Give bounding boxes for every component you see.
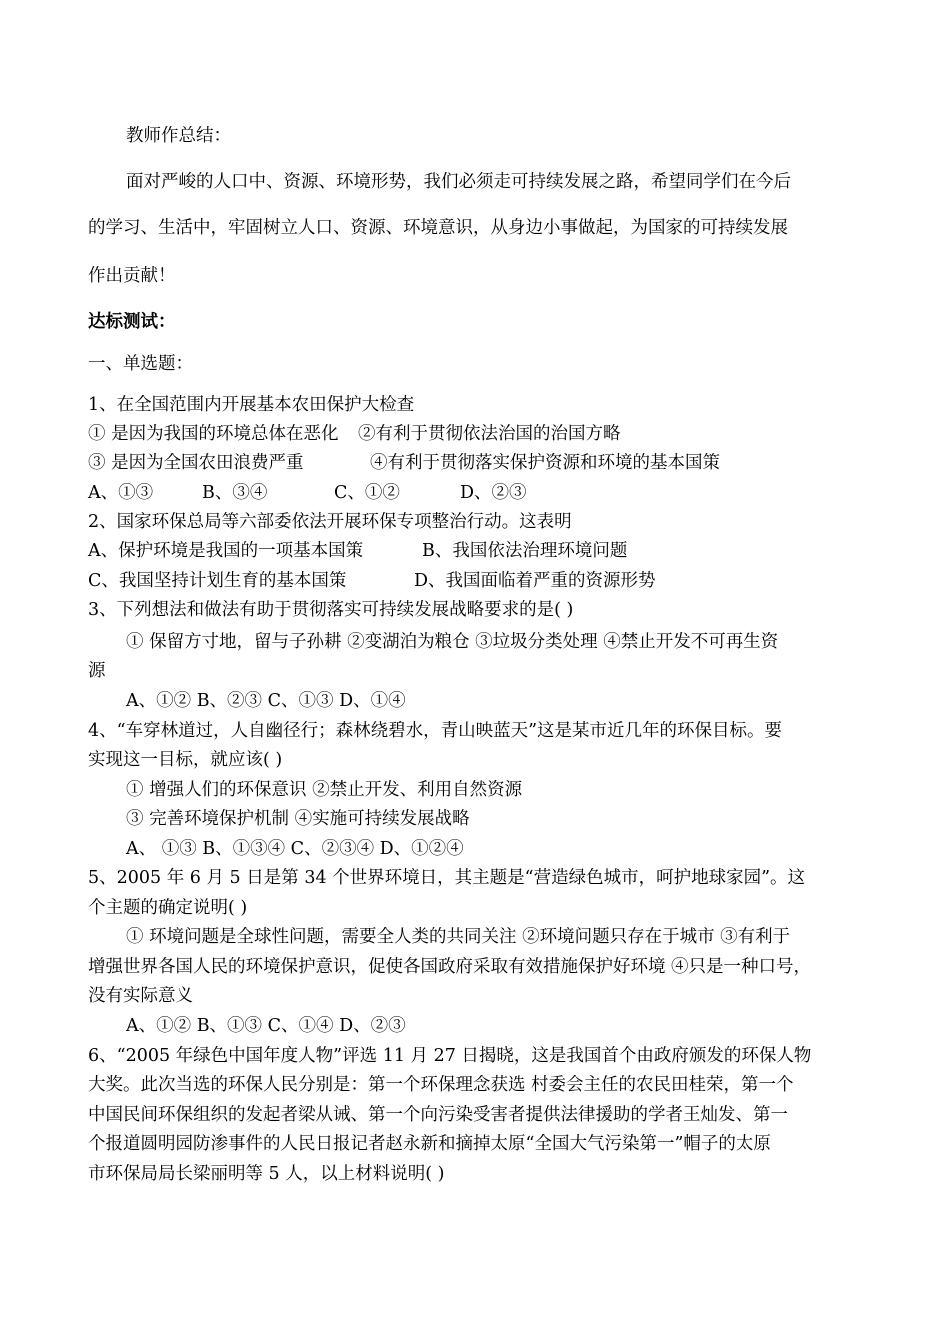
q4-items-line-2: ③ 完善环境保护机制 ④实施可持续发展战略 [126, 809, 470, 829]
q2-options-row-2 [88, 569, 656, 593]
q3-options: A、①② B、②③ C、①③ D、①④ [126, 691, 406, 711]
q4-stem-line-1: 4、“车穿林道过，人自幽径行；森林绕碧水，青山映蓝天”这是某市近几年的环保目标。要 [88, 721, 783, 741]
q3-stem: 3、下列想法和做法有助于贯彻落实可持续发展战略要求的是( ) [88, 600, 574, 620]
q1-options [88, 481, 527, 505]
q5-stem-line-1: 5、2005 年 6 月 5 日是第 34 个世界环境日，其主题是“营造绿色城市，呵护地球家园”。这 [88, 868, 806, 888]
q1-stem: 1、在全国范围内开展基本农田保护大检查 [88, 395, 415, 415]
q4-items-line-1: ① 增强人们的环保意识 ②禁止开发、利用自然资源 [126, 780, 523, 800]
q1-statements-row-1 [88, 422, 621, 446]
q4-stem-line-2: 实现这一目标，就应该( ) [88, 750, 283, 770]
q6-line-1: 6、“2005 年绿色中国年度人物”评选 11 月 27 日揭晓，这是我国首个由政府颁发的环保人物 [88, 1046, 812, 1066]
summary-paragraph-line-3: 作出贡献！ [88, 266, 176, 286]
q1-statement-2: ②有利于贯彻依法治国的治国方略 [358, 424, 621, 444]
q1-statement-4: ④有利于贯彻落实保护资源和环境的基本国策 [370, 453, 720, 473]
summary-paragraph-line-2: 的学习、生活中，牢固树立人口、资源、环境意识，从身边小事做起，为国家的可持续发展 [88, 218, 788, 238]
test-title: 达标测试： [88, 312, 176, 332]
q1-option-c: C、①② [334, 483, 400, 503]
q6-line-5: 市环保局局长梁丽明等 5 人，以上材料说明( ) [88, 1164, 445, 1184]
q2-option-b: B、我国依法治理环境问题 [422, 541, 628, 561]
q1-statements-row-2 [88, 451, 720, 475]
q5-options: A、①② B、①③ C、①④ D、②③ [126, 1016, 406, 1036]
q2-stem: 2、国家环保总局等六部委依法开展环保专项整治行动。这表明 [88, 512, 572, 532]
q2-option-c: C、我国坚持计划生育的基本国策 [88, 571, 347, 591]
summary-heading: 教师作总结： [126, 126, 231, 146]
q1-option-d: D、②③ [460, 483, 527, 503]
q3-items-line-2: 源 [88, 661, 106, 681]
q1-option-a: A、①③ [88, 483, 154, 503]
q5-stem-line-2: 个主题的确定说明( ) [88, 898, 248, 918]
summary-paragraph-line-1: 面对严峻的人口中、资源、环境形势，我们必须走可持续发展之路，希望同学们在今后 [126, 172, 791, 192]
q5-items-line-3: 没有实际意义 [88, 986, 193, 1006]
q2-option-a: A、保护环境是我国的一项基本国策 [88, 541, 364, 561]
q6-line-2: 大奖。此次当选的环保人民分别是：第一个环保理念获选 村委会主任的农民田桂荣，第一个 [88, 1075, 794, 1095]
q3-items-line-1: ① 保留方寸地，留与子孙耕 ②变湖泊为粮仓 ③垃圾分类处理 ④禁止开发不可再生资 [126, 632, 779, 652]
q5-items-line-2: 增强世界各国人民的环境保护意识，促使各国政府采取有效措施保护好环境 ④只是一种口号， [88, 957, 812, 977]
q1-option-b: B、③④ [202, 483, 268, 503]
q2-options-row-1 [88, 539, 627, 563]
q1-statement-3: ③ 是因为全国农田浪费严重 [88, 453, 304, 473]
section-title: 一、单选题： [88, 354, 193, 374]
q1-statement-1: ① 是因为我国的环境总体在恶化 [88, 424, 339, 444]
q6-line-3: 中国民间环保组织的发起者梁从诫、第一个向污染受害者提供法律援助的学者王灿发、第一 [88, 1105, 788, 1125]
q6-line-4: 个报道圆明园防渗事件的人民日报记者赵永新和摘掉太原“全国大气污染第一”帽子的太原 [88, 1134, 771, 1154]
q2-option-d: D、我国面临着严重的资源形势 [414, 571, 656, 591]
q4-options: A、 ①③ B、①③④ C、②③④ D、①②④ [126, 839, 464, 859]
q5-items-line-1: ① 环境问题是全球性问题，需要全人类的共同关注 ②环境问题只存在于城市 ③有利于 [126, 927, 791, 947]
